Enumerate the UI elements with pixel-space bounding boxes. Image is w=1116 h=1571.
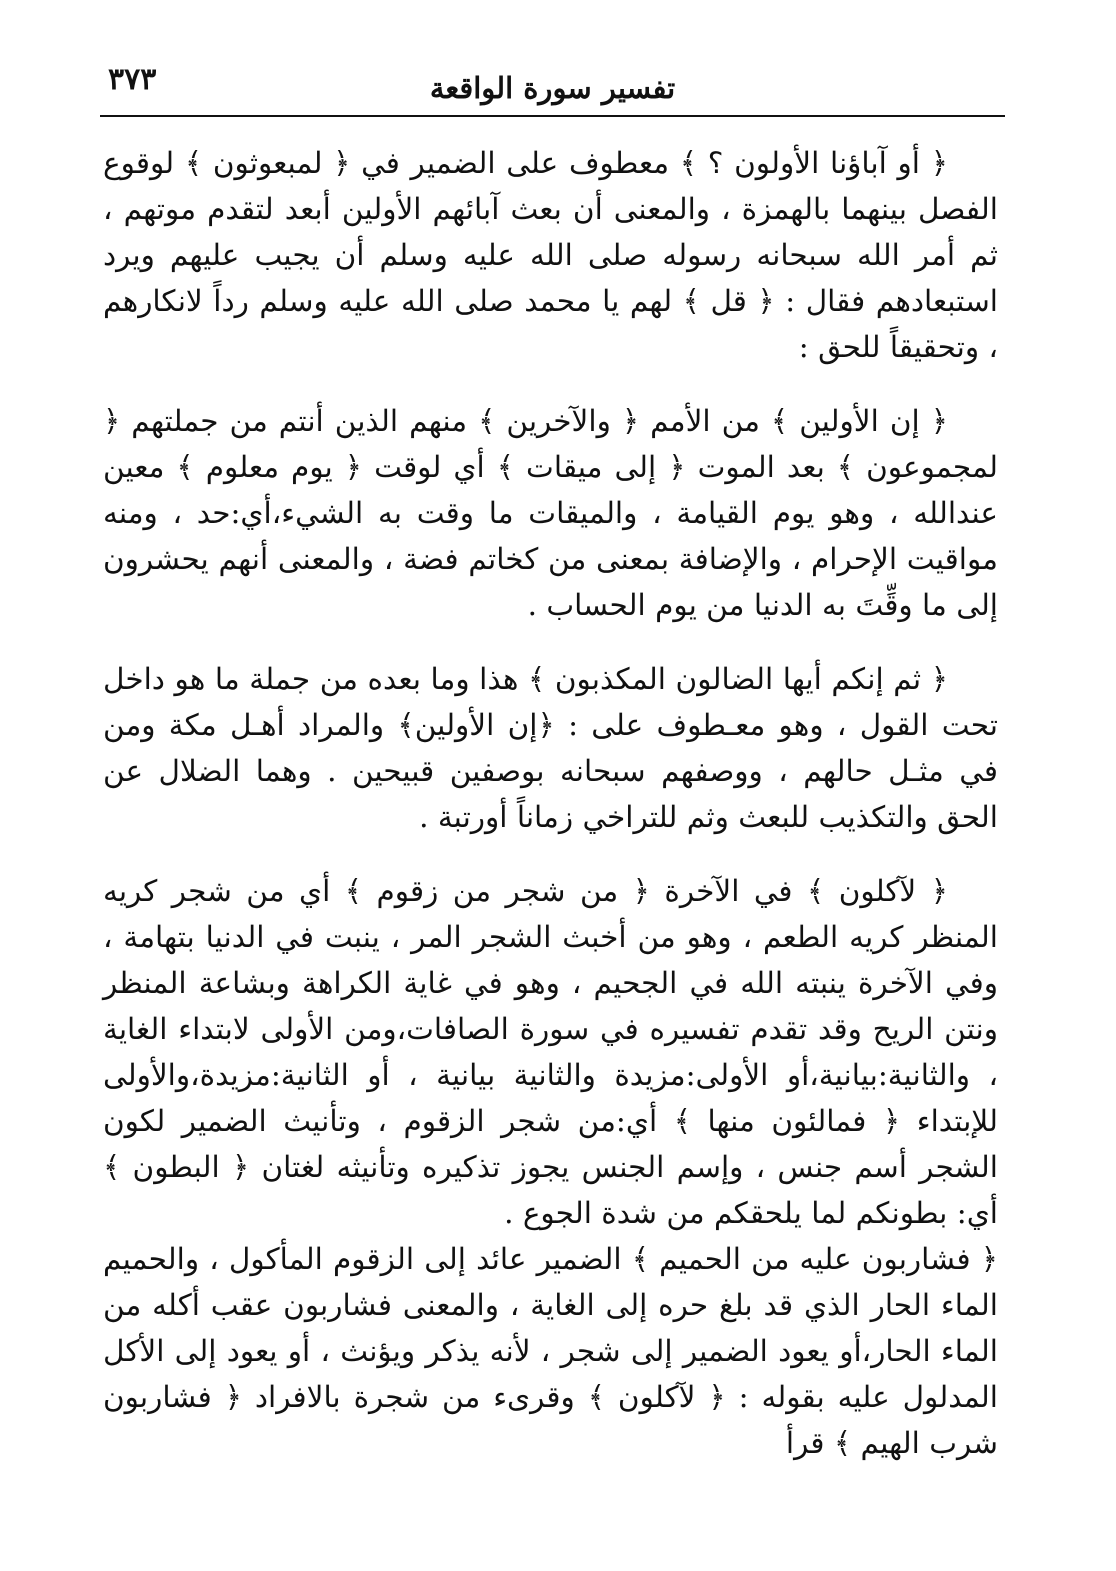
running-title: تفسير سورة الواقعة — [429, 71, 676, 105]
paragraph-5: ﴿ فشاربون عليه من الحميم ﴾ الضمير عائد إلى الزقوم المأكول ، والحميم الماء الحار الذي قد بلغ حره إلى الغاية ، والمعنى فشاربون عقب أكله من الماء الحار،أو يعود الضمير إلى شجر ، لأنه يذكر ويؤنث ، أو يعود إلى الأكل المدلول عليه بقوله : ﴿ لآكلون ﴾ وقرىء من شجرة بالافراد ﴿ فشاربون شرب الهيم ﴾ قرأ — [103, 1242, 998, 1460]
page-number: ٣٧٣ — [108, 62, 157, 97]
tafsir-body — [103, 140, 998, 1466]
paragraph-1: ﴿ أو آباؤنا الأولون ؟ ﴾ معطوف على الضمير في ﴿ لمبعوثون ﴾ لوقوع الفصل بينهما بالهمزة ، والمعنى أن بعث آبائهم الأولين أبعد لتقدم موتهم ، ثم أمر الله سبحانه رسوله صلى الله عليه وسلم أن يجيب عليهم ويرد استبعادهم فقال : ﴿ قل ﴾ لهم يا محمد صلى الله عليه وسلم رداً لانكارهم ، وتحقيقاً للحق : — [103, 146, 998, 364]
paragraph-4: ﴿ لآكلون ﴾ في الآخرة ﴿ من شجر من زقوم ﴾ أي من شجر كريه المنظر كريه الطعم ، وهو من أخبث الشجر المر ، ينبت في الدنيا بتهامة ، وفي الآخرة ينبته الله في الجحيم ، وهو في غاية الكراهة وبشاعة المنظر ونتن الريح وقد تقدم تفسيره في سورة الصافات،ومن الأولى لابتداء الغاية ، والثانية:بيانية،أو الأولى:مزيدة والثانية بيانية ، أو الثانية:مزيدة،والأولى للإبتداء ﴿ فمالئون منها ﴾ أي:من شجر الزقوم ، وتأنيث الضمير لكون الشجر أسم جنس ، وإسم الجنس يجوز تذكيره وتأنيثه لغتان ﴿ البطون ﴾ أي: بطونكم لما يلحقكم من شدة الجوع . — [103, 874, 998, 1230]
paragraph-2: ﴿ إن الأولين ﴾ من الأمم ﴿ والآخرين ﴾ منهم الذين أنتم من جملتهم ﴿ لمجموعون ﴾ بعد الموت ﴿ إلى ميقات ﴾ أي لوقت ﴿ يوم معلوم ﴾ معين عندالله ، وهو يوم القيامة ، والميقات ما وقت به الشيء،أي:حد ، ومنه مواقيت الإحرام ، والإضافة بمعنى من كخاتم فضة ، والمعنى أنهم يحشرون إلى ما وقِّتَ به الدنيا من يوم الحساب . — [103, 404, 998, 622]
page-header — [100, 58, 1005, 114]
paragraph-3: ﴿ ثم إنكم أيها الضالون المكذبون ﴾ هذا وما بعده من جملة ما هو داخل تحت القول ، وهو معـطوف على : ﴿إن الأولين﴾ والمراد أهـل مكة ومن في مثـل حالهم ، ووصفهم سبحانه بوصفين قبيحين . وهما الضلال عن الحق والتكذيب للبعث وثم للتراخي زماناً أورتبة . — [103, 662, 998, 834]
header-divider — [100, 115, 1005, 117]
